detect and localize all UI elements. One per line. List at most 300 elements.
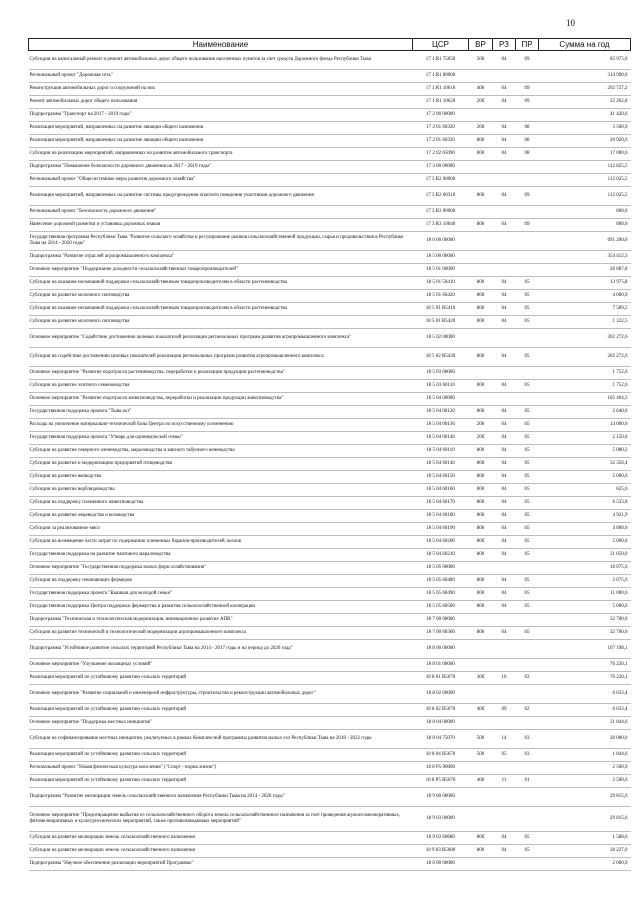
cell-rz: 04: [493, 523, 516, 536]
cell-sum: 41 420,6: [539, 109, 631, 122]
cell-vr: 500: [469, 730, 493, 749]
table-row: [29, 749, 631, 762]
cell-rz: 14: [493, 730, 516, 749]
cell-csr: 18 5 01 R5410: [413, 303, 469, 316]
table-row: [29, 704, 631, 717]
cell-sum: 13 975,8: [539, 277, 631, 290]
cell-csr: 18 9 03 60680: [413, 832, 469, 845]
cell-sum: 11 000,0: [539, 588, 631, 601]
cell-vr: [469, 717, 493, 730]
cell-csr: 18 5 04 60140: [413, 458, 469, 471]
cell-rz: 04: [493, 627, 516, 640]
table-row: [29, 627, 631, 640]
header-csr: ЦСР: [413, 39, 469, 51]
cell-csr: 18 5 05 60500: [413, 601, 469, 614]
cell-csr: 18 8 04 00000: [413, 717, 469, 730]
cell-name: Субсидии на возмещение части затрат по содержанию племенных баранов-производителей, козлов: [29, 536, 413, 549]
table-row: [29, 562, 631, 575]
cell-pr: 05: [516, 588, 539, 601]
cell-pr: 01: [516, 775, 539, 788]
header-vr: ВР: [469, 39, 493, 51]
cell-vr: 400: [469, 704, 493, 717]
cell-name: Подпрограмма "Повышение безопасности дорожного движения на 2017 - 2019 годы": [29, 161, 413, 174]
cell-sum: 76 220,1: [539, 659, 631, 672]
cell-csr: 18 8 P5 00000: [413, 762, 469, 775]
table-row: [29, 96, 631, 109]
cell-vr: 800: [469, 148, 493, 161]
table-row: [29, 393, 631, 406]
cell-vr: 800: [469, 290, 493, 303]
cell-sum: 21 850,0: [539, 549, 631, 562]
cell-csr: 18 8 01 00000: [413, 659, 469, 672]
cell-rz: 04: [493, 445, 516, 458]
cell-name: Субсидии на развитие молочного скотоводства: [29, 316, 413, 329]
cell-vr: 400: [469, 775, 493, 788]
cell-csr: 18 5 03 00000: [413, 367, 469, 380]
cell-name: Субсидии на развитие верблюдоводства: [29, 484, 413, 497]
cell-rz: [493, 251, 516, 264]
cell-sum: 2 075,6: [539, 575, 631, 588]
cell-sum: 5 000,0: [539, 471, 631, 484]
cell-csr: 18 9 03 R5680: [413, 845, 469, 858]
cell-pr: 05: [516, 471, 539, 484]
header-pr: ПР: [516, 39, 539, 51]
table-row: [29, 329, 631, 348]
cell-sum: 202 272,6: [539, 329, 631, 348]
cell-name: Субсидии на развитие мелиорации земель сельскохозяйственного назначения: [29, 832, 413, 845]
cell-name: Субсидии на поддержку начинающих фермеров: [29, 575, 413, 588]
cell-pr: [516, 640, 539, 659]
cell-name: Подпрограмма "Транспорт на 2017 - 2019 годы": [29, 109, 413, 122]
cell-sum: 1 752,0: [539, 367, 631, 380]
cell-rz: [493, 264, 516, 277]
cell-name: Основное мероприятие "Улучшение жилищных условий": [29, 659, 413, 672]
table-row: [29, 685, 631, 704]
cell-vr: [469, 788, 493, 807]
cell-rz: 04: [493, 277, 516, 290]
cell-csr: 17 2 02 65090: [413, 148, 469, 161]
cell-pr: 05: [516, 845, 539, 858]
table-row: [29, 174, 631, 187]
cell-csr: 18 5 04 00136: [413, 419, 469, 432]
cell-name: Основное мероприятие "Предотвращение выбытия из сельскохозяйственного оборота земель сельскохозяйственного назначения за счет проведения агролесомелиоративных, фитомелиоративных и культуртехнических мероприятий, также противопаводковых мероприятий": [29, 807, 413, 832]
table-row: [29, 187, 631, 206]
cell-vr: [469, 70, 493, 83]
cell-csr: 18 5 04 60200: [413, 536, 469, 549]
table-row: [29, 161, 631, 174]
table-row: [29, 672, 631, 685]
cell-pr: 09: [516, 51, 539, 70]
cell-pr: [516, 329, 539, 348]
cell-csr: 17 2 01 60320: [413, 135, 469, 148]
cell-rz: 04: [493, 380, 516, 393]
cell-csr: 18 5 04 60210: [413, 549, 469, 562]
cell-rz: 04: [493, 290, 516, 303]
cell-rz: 04: [493, 832, 516, 845]
cell-csr: 17 1 R1 10610: [413, 83, 469, 96]
cell-pr: 05: [516, 484, 539, 497]
cell-csr: 18 5 01 50410: [413, 277, 469, 290]
cell-csr: 18 5 04 60150: [413, 471, 469, 484]
cell-name: Подпрограмма "Развитие отраслей агропромышленного комплекса": [29, 251, 413, 264]
cell-vr: [469, 659, 493, 672]
cell-rz: [493, 640, 516, 659]
cell-pr: [516, 858, 539, 871]
cell-rz: 04: [493, 135, 516, 148]
cell-vr: 800: [469, 316, 493, 329]
cell-name: Субсидии на софинансирование местных инициатив, реализуемых в рамках Комплексной программы развития малых сел Республики Тыва на 2018 - 2022 годы: [29, 730, 413, 749]
cell-pr: [516, 367, 539, 380]
cell-sum: 21 844,6: [539, 717, 631, 730]
cell-vr: [469, 614, 493, 627]
cell-pr: 05: [516, 601, 539, 614]
cell-vr: [469, 685, 493, 704]
cell-pr: 05: [516, 290, 539, 303]
cell-vr: [469, 562, 493, 575]
cell-name: Субсидии на поддержку племенного животноводства: [29, 497, 413, 510]
cell-rz: 05: [493, 749, 516, 762]
cell-vr: [469, 161, 493, 174]
cell-csr: 18 8 00 00000: [413, 640, 469, 659]
cell-csr: 18 7 00 60360: [413, 627, 469, 640]
cell-name: Государственная программа Республики Тыва "Развитие сельского хозяйства и регулирование рынков сельскохозяйственной продукции, сырья и продовольствия в Республике Тыва на 2014 - 2020 годы": [29, 232, 413, 251]
table-row: [29, 83, 631, 96]
cell-csr: 17 2 00 00000: [413, 109, 469, 122]
cell-sum: 17 000,0: [539, 148, 631, 161]
cell-vr: 200: [469, 96, 493, 109]
cell-sum: 6 633,4: [539, 685, 631, 704]
page-number: 10: [566, 18, 575, 28]
cell-name: Подпрограмма "Развитие мелиорации земель сельскохозяйственного назначения Республики Тыва на 2014 - 2020 годы": [29, 788, 413, 807]
cell-vr: 800: [469, 497, 493, 510]
cell-pr: 05: [516, 303, 539, 316]
cell-sum: 3 500,0: [539, 122, 631, 135]
cell-sum: 32 700,0: [539, 627, 631, 640]
cell-name: Реализация мероприятий, направленных на развитие авиации общего назначения: [29, 135, 413, 148]
cell-pr: 08: [516, 122, 539, 135]
cell-vr: 800: [469, 406, 493, 419]
cell-sum: 2 640,0: [539, 406, 631, 419]
cell-sum: 32 700,0: [539, 614, 631, 627]
cell-pr: 05: [516, 497, 539, 510]
cell-vr: 800: [469, 277, 493, 290]
table-row: [29, 575, 631, 588]
cell-name: Государственная поддержка Центра поддержки фермерства и развития сельскохозяйственной кооперации: [29, 601, 413, 614]
cell-pr: 05: [516, 627, 539, 640]
cell-name: Реализация мероприятий по устойчивому развитию сельских территорий: [29, 672, 413, 685]
cell-rz: 09: [493, 704, 516, 717]
cell-vr: [469, 858, 493, 871]
cell-pr: [516, 70, 539, 83]
cell-name: Субсидии на развитие мелиорации земель сельскохозяйственного назначения: [29, 845, 413, 858]
cell-pr: [516, 685, 539, 704]
cell-name: Субсидии на оказание несвязанной поддержки сельскохозяйственным товаропроизводителям в области растениеводства: [29, 303, 413, 316]
cell-vr: 200: [469, 419, 493, 432]
cell-rz: 10: [493, 672, 516, 685]
cell-vr: 300: [469, 672, 493, 685]
cell-name: Субсидии на реализацию мероприятий, направленных на развитие автомобильного транспорта: [29, 148, 413, 161]
table-row: [29, 730, 631, 749]
cell-csr: 18 8 01 R5670: [413, 672, 469, 685]
cell-sum: 18 075,6: [539, 562, 631, 575]
table-row: [29, 380, 631, 393]
cell-pr: 02: [516, 704, 539, 717]
cell-name: Основное мероприятие "Поддержка местных инициатив": [29, 717, 413, 730]
cell-vr: 800: [469, 303, 493, 316]
cell-name: Расходы на увеличение материально-технической базы Центра по искусственному осеменению: [29, 419, 413, 432]
cell-csr: 18 5 02 R5430: [413, 348, 469, 367]
cell-csr: 18 8 04 75070: [413, 730, 469, 749]
cell-pr: 05: [516, 316, 539, 329]
cell-sum: 107 198,1: [539, 640, 631, 659]
table-row: [29, 406, 631, 419]
cell-sum: 1 844,6: [539, 749, 631, 762]
cell-rz: [493, 367, 516, 380]
cell-vr: [469, 367, 493, 380]
cell-pr: 05: [516, 549, 539, 562]
table-row: [29, 717, 631, 730]
cell-vr: 200: [469, 432, 493, 445]
cell-sum: 354 412,3: [539, 251, 631, 264]
cell-name: Реконструкция автомобильных дорог и сооружений на них: [29, 83, 413, 96]
cell-name: Региональный проект "Безопасность дорожного движения": [29, 206, 413, 219]
cell-csr: 18 5 05 60490: [413, 588, 469, 601]
table-row: [29, 251, 631, 264]
table-row: [29, 316, 631, 329]
cell-sum: 202 272,6: [539, 348, 631, 367]
cell-rz: 04: [493, 588, 516, 601]
cell-pr: [516, 251, 539, 264]
table-row: [29, 762, 631, 775]
cell-csr: 18 5 04 00000: [413, 393, 469, 406]
cell-pr: [516, 174, 539, 187]
cell-vr: [469, 807, 493, 832]
cell-vr: [469, 762, 493, 775]
cell-pr: 05: [516, 406, 539, 419]
cell-rz: [493, 788, 516, 807]
cell-sum: 691 200,0: [539, 232, 631, 251]
cell-name: Субсидии на развитие и модернизацию предприятий птицеводства: [29, 458, 413, 471]
cell-rz: 04: [493, 432, 516, 445]
cell-rz: 04: [493, 536, 516, 549]
table-row: [29, 845, 631, 858]
cell-csr: 17 3 R3 00000: [413, 206, 469, 219]
cell-pr: 05: [516, 380, 539, 393]
cell-name: Субсидии на развитие северного оленеводства, мараловодства и мясного табунного коневодства: [29, 445, 413, 458]
cell-vr: [469, 640, 493, 659]
cell-vr: [469, 393, 493, 406]
cell-sum: 1 588,6: [539, 832, 631, 845]
cell-csr: 17 1 R1 10620: [413, 96, 469, 109]
cell-vr: 500: [469, 51, 493, 70]
cell-rz: 04: [493, 187, 516, 206]
cell-pr: [516, 109, 539, 122]
cell-name: Реализация мероприятий, направленных на развитие авиации общего назначения: [29, 122, 413, 135]
cell-rz: 04: [493, 219, 516, 232]
cell-sum: 112 025,5: [539, 187, 631, 206]
cell-csr: 18 5 05 60480: [413, 575, 469, 588]
cell-name: Основное мероприятие "Развитие социальной и инженерной инфраструктуры, строительства и реконструкции автомобильных дорог": [29, 685, 413, 704]
cell-vr: 800: [469, 219, 493, 232]
cell-sum: 2 500,0: [539, 762, 631, 775]
table-row: [29, 659, 631, 672]
cell-name: Субсидии на содействие достижению целевых показателей реализации региональных программ развития агропромышленного комплекса: [29, 348, 413, 367]
cell-name: Субсидии на развитие овцеводства и козоводства: [29, 510, 413, 523]
cell-sum: 22 262,8: [539, 96, 631, 109]
cell-name: Субсидии на развитие яководства: [29, 471, 413, 484]
cell-sum: 14 000,0: [539, 419, 631, 432]
cell-rz: [493, 232, 516, 251]
cell-pr: [516, 393, 539, 406]
cell-vr: [469, 232, 493, 251]
cell-vr: 800: [469, 549, 493, 562]
cell-sum: 625,0: [539, 484, 631, 497]
cell-vr: 800: [469, 523, 493, 536]
cell-csr: 18 8 04 R5670: [413, 749, 469, 762]
cell-rz: [493, 685, 516, 704]
table-row: [29, 290, 631, 303]
cell-pr: 05: [516, 445, 539, 458]
cell-pr: 05: [516, 832, 539, 845]
cell-csr: 17 3 R2 00000: [413, 174, 469, 187]
cell-csr: 17 2 01 60320: [413, 122, 469, 135]
cell-pr: [516, 614, 539, 627]
cell-name: Государственная поддержка на развитие пантового мараловодства: [29, 549, 413, 562]
cell-pr: 08: [516, 148, 539, 161]
cell-vr: 800: [469, 575, 493, 588]
cell-csr: 18 5 01 R5420: [413, 316, 469, 329]
cell-rz: 04: [493, 497, 516, 510]
cell-rz: 04: [493, 601, 516, 614]
table-row: [29, 51, 631, 70]
cell-pr: 05: [516, 277, 539, 290]
cell-csr: 18 5 02 00000: [413, 329, 469, 348]
cell-rz: [493, 614, 516, 627]
cell-name: Реализация мероприятий по устойчивому развитию сельских территорий: [29, 749, 413, 762]
cell-pr: 09: [516, 219, 539, 232]
table-row: [29, 458, 631, 471]
cell-pr: 05: [516, 458, 539, 471]
cell-sum: 1 752,0: [539, 380, 631, 393]
table-row: [29, 277, 631, 290]
cell-sum: 4 921,9: [539, 510, 631, 523]
cell-rz: 04: [493, 471, 516, 484]
cell-vr: 800: [469, 348, 493, 367]
cell-sum: 2 500,0: [539, 775, 631, 788]
cell-rz: 04: [493, 549, 516, 562]
cell-rz: [493, 807, 516, 832]
cell-sum: 292 727,2: [539, 83, 631, 96]
cell-vr: 800: [469, 845, 493, 858]
cell-name: Государственная поддержка проекта "Тыва аът": [29, 406, 413, 419]
cell-pr: [516, 788, 539, 807]
cell-rz: 04: [493, 458, 516, 471]
cell-sum: 26 887,8: [539, 264, 631, 277]
cell-name: Реализация мероприятий по устойчивому развитию сельских территорий: [29, 775, 413, 788]
cell-sum: 76 220,1: [539, 672, 631, 685]
cell-vr: 800: [469, 588, 493, 601]
cell-rz: [493, 393, 516, 406]
table-row: [29, 122, 631, 135]
table-row: [29, 832, 631, 845]
cell-csr: 18 5 04 00120: [413, 406, 469, 419]
cell-vr: 200: [469, 122, 493, 135]
cell-rz: [493, 762, 516, 775]
table-row: [29, 135, 631, 148]
cell-pr: [516, 232, 539, 251]
table-row: [29, 858, 631, 871]
cell-sum: 29 815,6: [539, 807, 631, 832]
cell-vr: 800: [469, 471, 493, 484]
cell-rz: [493, 858, 516, 871]
cell-pr: 05: [516, 536, 539, 549]
cell-sum: 314 990,0: [539, 70, 631, 83]
cell-rz: 04: [493, 316, 516, 329]
cell-pr: [516, 717, 539, 730]
cell-name: Региональный проект "Общесистемные меры развития дорожного хозяйства": [29, 174, 413, 187]
cell-pr: [516, 807, 539, 832]
cell-sum: 800,0: [539, 206, 631, 219]
cell-pr: [516, 206, 539, 219]
cell-vr: 500: [469, 749, 493, 762]
table-row: [29, 432, 631, 445]
cell-pr: 09: [516, 83, 539, 96]
cell-sum: 1 322,5: [539, 316, 631, 329]
cell-name: Основное мероприятие "Государственная поддержка малых форм хозяйствования": [29, 562, 413, 575]
cell-vr: 800: [469, 187, 493, 206]
cell-pr: 03: [516, 749, 539, 762]
cell-csr: 18 5 01 00000: [413, 264, 469, 277]
cell-vr: 800: [469, 458, 493, 471]
cell-sum: 112 025,5: [539, 174, 631, 187]
cell-vr: 800: [469, 627, 493, 640]
table-row: [29, 232, 631, 251]
cell-rz: 04: [493, 96, 516, 109]
cell-name: Региональный проект "Новая физическая культура населения" ("Спорт - норма жизни"): [29, 762, 413, 775]
table-row: [29, 70, 631, 83]
cell-sum: 800,0: [539, 219, 631, 232]
table-row: [29, 219, 631, 232]
cell-name: Ремонт автомобильных дорог общего пользования: [29, 96, 413, 109]
cell-vr: [469, 109, 493, 122]
cell-csr: 18 0 00 00000: [413, 232, 469, 251]
cell-vr: 800: [469, 380, 493, 393]
cell-sum: 6 533,8: [539, 497, 631, 510]
cell-name: Реализация мероприятий по устойчивому развитию сельских территорий: [29, 704, 413, 717]
cell-rz: [493, 659, 516, 672]
cell-name: Субсидии на капитальный ремонт и ремонт автомобильных дорог общего пользования населенных пунктов за счет средств Дорожного фонда Республики Тыва: [29, 51, 413, 70]
cell-pr: [516, 659, 539, 672]
cell-csr: 18 5 05 00000: [413, 562, 469, 575]
cell-vr: [469, 329, 493, 348]
cell-pr: [516, 264, 539, 277]
header-row: [29, 39, 631, 51]
cell-sum: 4 800,0: [539, 523, 631, 536]
table-row: [29, 510, 631, 523]
cell-name: Субсидии на развитие молочного скотоводства: [29, 290, 413, 303]
cell-sum: 5 000,0: [539, 536, 631, 549]
cell-csr: 18 5 04 60190: [413, 523, 469, 536]
cell-vr: 800: [469, 832, 493, 845]
header-name: Наименование: [29, 39, 413, 51]
cell-pr: [516, 161, 539, 174]
table-row: [29, 348, 631, 367]
cell-rz: [493, 174, 516, 187]
cell-csr: 18 7 00 00000: [413, 614, 469, 627]
cell-rz: [493, 206, 516, 219]
table-row: [29, 419, 631, 432]
cell-csr: 17 1 R1 00000: [413, 70, 469, 83]
